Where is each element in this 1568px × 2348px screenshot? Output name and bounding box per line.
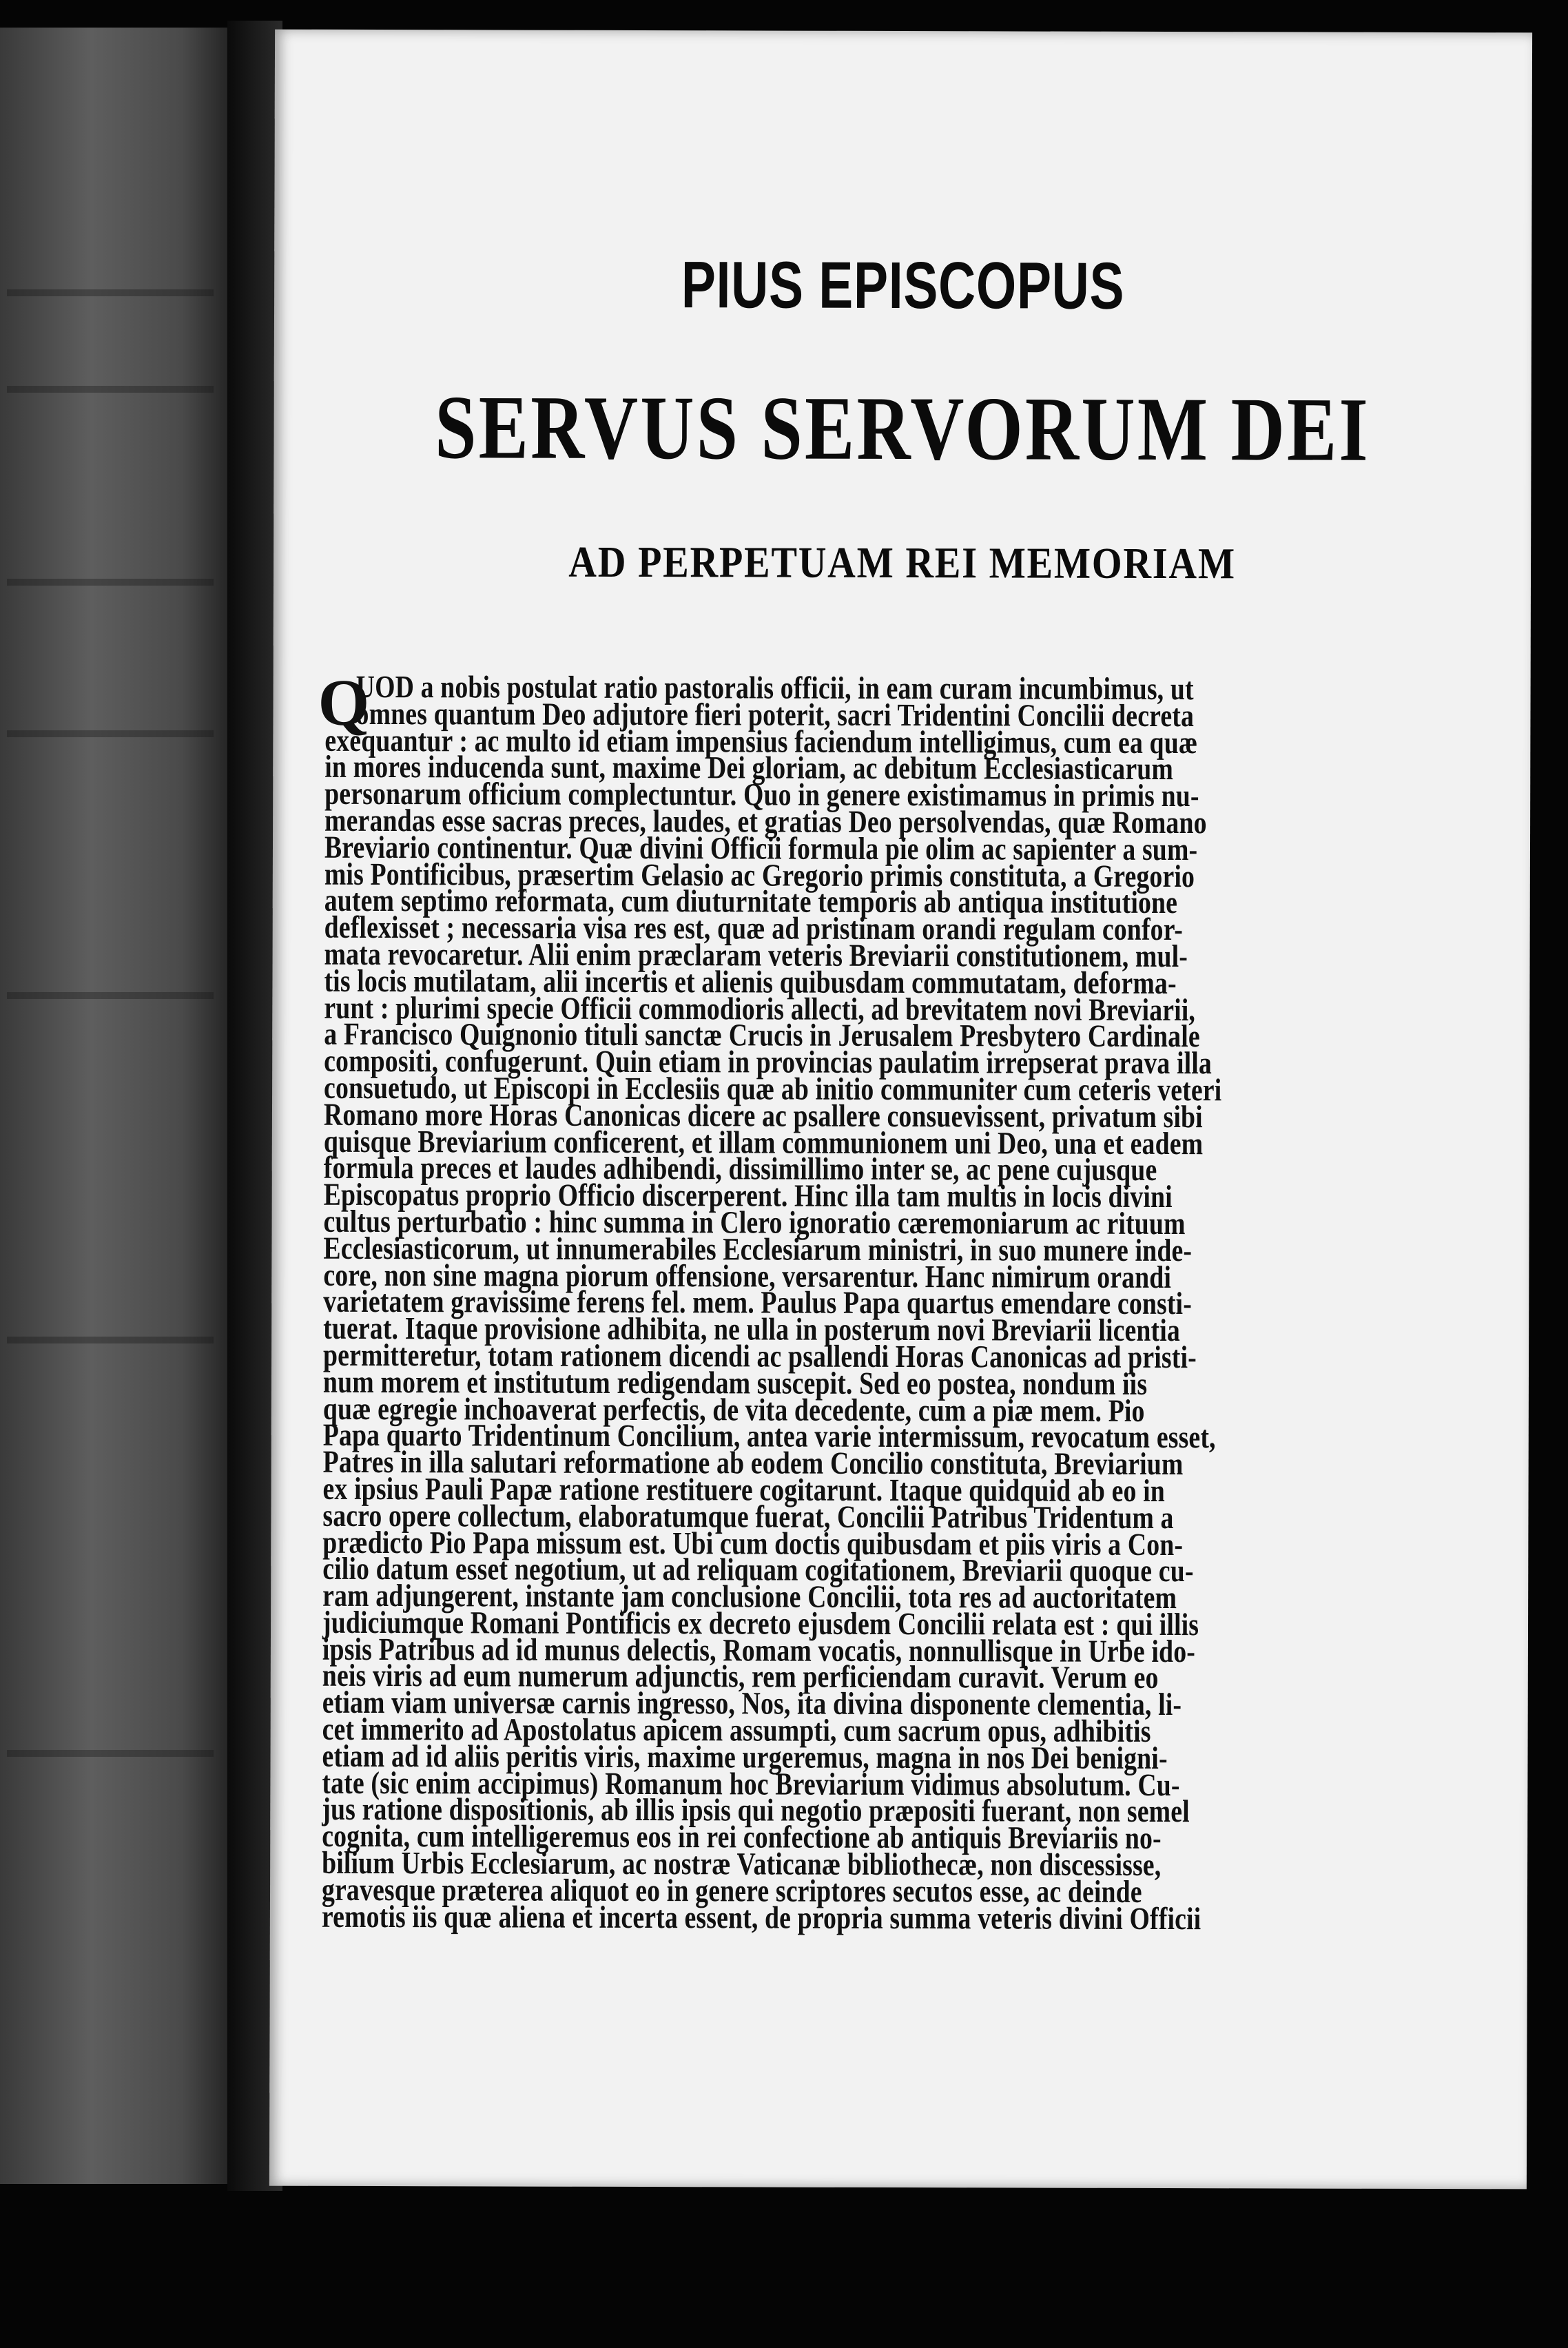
text-line: core, non sine magna piorum offensione, versarentur. Hanc nimirum orandi <box>323 1257 1172 1295</box>
text-line: permitteretur, totam rationem dicendi ac psallendi Horas Canonicas ad pristi- <box>322 1337 1197 1375</box>
text-line: cilio datum esset negotium, ut ad reliquam cogitationem, Breviarii quoque cu- <box>322 1551 1194 1589</box>
text-line: ipsis Patribus ad id munus delectis, Romam vocatis, nonnullisque in Urbe ido- <box>322 1631 1196 1669</box>
text-line: judiciumque Romani Pontificis ex decreto ejusdem Concilii relata est : qui illis <box>322 1604 1199 1642</box>
text-line: Ecclesiasticorum, ut innumerabiles Ecclesiarum ministri, in suo munere inde- <box>323 1230 1193 1268</box>
text-line: quæ egregie inchoaverat perfectis, de vita decedente, cum a piæ mem. Pio <box>322 1390 1145 1428</box>
text-line: formula preces et laudes adhibendi, dissimillimo inter se, ac pene cujusque <box>323 1150 1157 1188</box>
text-line: in mores inducenda sunt, maxime Dei gloriam, ac debitum Ecclesiasticarum <box>324 749 1174 787</box>
text-line: Romano more Horas Canonicas dicere ac psallere consuevissent, privatum sibi <box>323 1096 1203 1134</box>
text-line: bilium Urbis Ecclesiarum, ac nostræ Vaticanæ bibliothecæ, non discessisse, <box>322 1844 1162 1883</box>
title-ad-perpetuam: AD PERPETUAM REI MEMORIAM <box>568 537 1236 588</box>
text-line: cultus perturbatio : hinc summa in Clero ignoratio cæremoniarum ac rituum <box>323 1203 1186 1242</box>
text-line: deflexisset ; necessaria visa res est, quæ ad pristinam orandi regulam confor- <box>324 909 1184 947</box>
text-line: remotis iis quæ aliena et incerta essent, de propria summa veteris divini Officii <box>321 1898 1201 1936</box>
text-line: tuerat. Itaque provisione adhibita, ne ulla in posterum novi Breviarii licentia <box>323 1310 1181 1348</box>
text-line: UOD a nobis postulat ratio pastoralis officii, in eam curam incumbimus, ut <box>355 668 1194 707</box>
text-line: etiam viam universæ carnis ingresso, Nos, ita divina disponente clementia, li- <box>322 1685 1182 1722</box>
text-line: neis viris ad eum numerum adjunctis, rem perficiendam curavit. Verum eo <box>322 1658 1159 1696</box>
previous-page-edge <box>0 28 227 2184</box>
drop-cap: Q <box>318 665 370 739</box>
text-line: varietatem gravissime ferens fel. mem. Paulus Papa quartus emendare consti- <box>323 1284 1193 1321</box>
text-line: jus ratione dispositionis, ab illis ipsis qui negotio præpositi fuerant, non semel <box>322 1791 1190 1829</box>
title-servus-servorum-dei: SERVUS SERVORUM DEI <box>435 376 1371 480</box>
text-line: tis locis mutilatam, alii incertis et alienis quibusdam commutatam, deforma- <box>324 962 1177 1000</box>
text-line: merandas esse sacras preces, laudes, et gratias Deo persolvendas, quæ Romano <box>324 802 1207 841</box>
text-line: gravesque præterea aliquot eo in genere scriptores secutos esse, ac deinde <box>321 1871 1142 1909</box>
text-line: num morem et institutum redigendam suscepit. Sed eo postea, nondum iis <box>322 1363 1148 1401</box>
text-line: prædicto Pio Papa missum est. Ubi cum doctis quibusdam et piis viris a Con- <box>322 1524 1184 1562</box>
text-line: mis Pontificibus, præsertim Gelasio ac Gregorio primis constituta, a Gregorio <box>324 856 1195 894</box>
text-line: a Francisco Quignonio tituli sanctæ Crucis in Jerusalem Presbytero Cardinale <box>324 1016 1200 1054</box>
text-line: compositi, confugerunt. Quin etiam in provincias paulatim irrepserat prava illa <box>324 1042 1213 1081</box>
text-line: Papa quarto Tridentinum Concilium, antea varie intermissum, revocatum esset, <box>322 1417 1216 1455</box>
text-line: ex ipsius Pauli Papæ ratione restituere cogitarunt. Itaque quidquid ab eo in <box>322 1470 1166 1508</box>
text-line: exequantur : ac multo id etiam impensius faciendum intelligimus, cum ea quæ <box>324 722 1198 760</box>
text-line: personarum officium complectuntur. Quo in genere existimamus in primis nu- <box>324 775 1199 814</box>
text-line: mata revocaretur. Alii enim præclaram veteris Breviarii constitutionem, mul- <box>324 936 1188 974</box>
document-page <box>269 30 1532 2190</box>
text-line: autem septimo reformata, cum diuturnitate temporis ab antiqua institutione <box>324 883 1178 920</box>
text-line: cognita, cum intelligeremus eos in rei confectione ab antiquis Breviariis no- <box>322 1818 1162 1856</box>
bull-body-text <box>318 665 1365 1936</box>
text-line: quisque Breviarium conficerent, et illam communionem uni Deo, una et eadem <box>323 1123 1204 1161</box>
text-line: Episcopatus proprio Officio discerperent. Hinc illa tam multis in locis divini <box>323 1176 1173 1215</box>
text-line: cet immerito ad Apostolatus apicem assumpti, cum sacrum opus, adhibitis <box>322 1711 1151 1749</box>
text-line: runt : plurimi specie Officii commodioris allecti, ad brevitatem novi Breviarii, <box>324 989 1196 1027</box>
text-line: sacro opere collectum, elaboratumque fuerat, Concilii Patribus Tridentum a <box>322 1497 1174 1535</box>
text-line: consuetudo, ut Episcopi in Ecclesiis quæ ab initio communiter cum ceteris veteri <box>324 1069 1222 1108</box>
text-line: Breviario continentur. Quæ divini Officii formula pie olim ac sapienter a sum- <box>324 829 1198 867</box>
title-pius-episcopus: PIUS EPISCOPUS <box>681 248 1125 323</box>
text-line: tate (sic enim accipimus) Romanum hoc Breviarium vidimus absolutum. Cu- <box>322 1764 1180 1802</box>
text-line: etiam ad id aliis peritis viris, maxime urgeremus, magna in nos Dei benigni- <box>322 1738 1168 1775</box>
text-line: Patres in illa salutari reformatione ab eodem Concilio constituta, Breviarium <box>322 1443 1184 1482</box>
text-line: ram adjungerent, instante jam conclusione Concilii, tota res ad auctoritatem <box>322 1577 1177 1616</box>
text-line: omnes quantum Deo adjutore fieri poterit, sacri Tridentini Concilii decreta <box>355 695 1195 733</box>
